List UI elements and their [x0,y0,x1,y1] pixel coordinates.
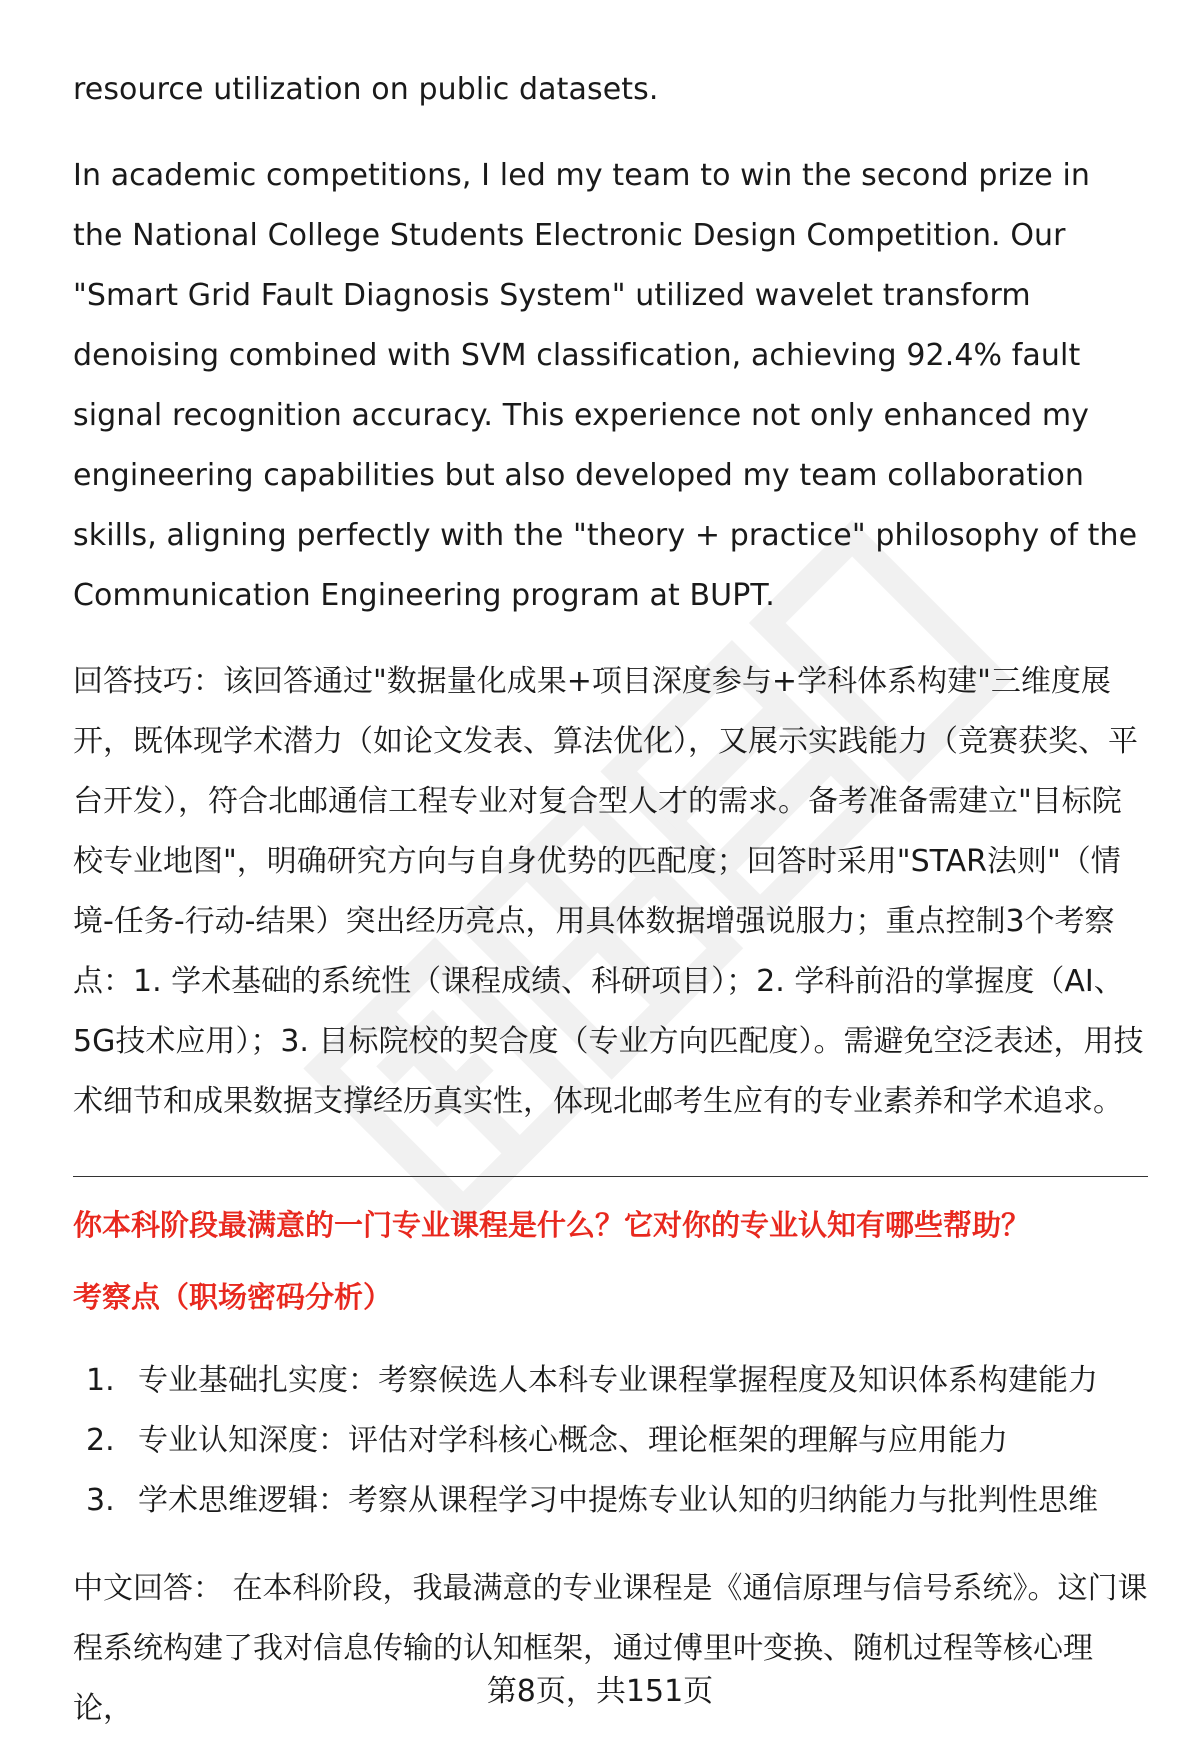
list-item [73,1351,1148,1411]
english-paragraph-1: resource utilization on public datasets. [73,72,659,107]
chinese-answer-paragraph: 中文回答： 在本科阶段，我最满意的专业课程是《通信原理与信号系统》。这门课程系统构建了我对信息传输的认知框架，通过傅里叶变换、随机过程等核心理论， [73,1571,1148,1726]
list-item-text: 学术思维逻辑：考察从课程学习中提炼专业认知的归纳能力与批判性思维 [138,1483,1098,1518]
list-item [73,1411,1148,1471]
key-points-list [73,1351,1148,1531]
list-item-number: 1. [86,1363,115,1398]
document-page [73,60,1148,1739]
list-item-text: 专业认知深度：评估对学科核心概念、理论框架的理解与应用能力 [138,1423,1008,1458]
section-divider [73,1176,1148,1177]
answer-tips-paragraph: 回答技巧：该回答通过"数据量化成果+项目深度参与+学科体系构建"三维度展开，既体现学术潜力（如论文发表、算法优化），又展示实践能力（竞赛获奖、平台开发），符合北邮通信工程专业对复合型人才的需求。备考准备需建立"目标院校专业地图"，明确研究方向与自身优势的匹配度；回答时采用"STAR法则"（情境-任务-行动-结果）突出经历亮点，用具体数据增强说服力；重点控制3个考察点：1. 学术基础的系统性（课程成绩、科研项目）；2. 学科前沿的掌握度（AI、5G技术应用）；3. 目标院校的契合度（专业方向匹配度）。需避免空泛表述，用技术细节和成果数据支撑经历真实性，体现北邮考生应有的专业素养和学术追求。 [73,664,1144,1119]
list-item-number: 2. [86,1423,115,1458]
list-item-text: 专业基础扎实度：考察候选人本科专业课程掌握程度及知识体系构建能力 [138,1363,1098,1398]
page-number-footer: 第8页，共151页 [486,1674,714,1709]
question-heading: 你本科阶段最满意的一门专业课程是什么？它对你的专业认知有哪些帮助？ [73,1208,1031,1242]
english-paragraph-2: In academic competitions, I led my team to win the second prize in the National College Students Electronic Design Competition. Our "Smart Grid Fault Diagnosis System" utilized wavelet transform denoising combined with SVM classification, achieving 92.4% fault signal recognition accuracy. This experience not only enhanced my engineering capabilities but also developed my team collaboration skills, aligning perfectly with the "theory + practice" philosophy of the Communication Engineering program at BUPT. [73,158,1138,613]
key-points-heading: 考察点（职场密码分析） [73,1280,393,1314]
list-item [73,1471,1148,1531]
list-item-number: 3. [86,1483,115,1518]
